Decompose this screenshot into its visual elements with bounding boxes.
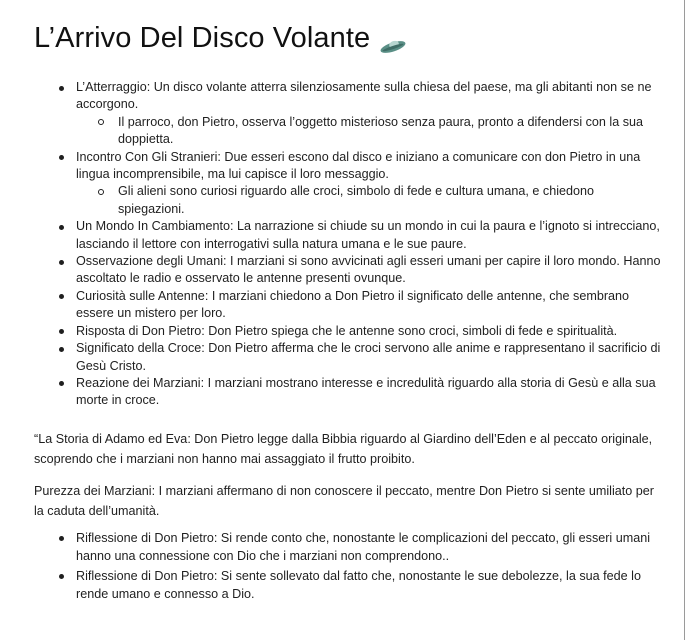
sub-list — [118, 183, 662, 218]
bullet-list-secondary — [76, 529, 662, 605]
list-item: Riflessione di Don Pietro: Si rende conto che, nonostante le complicazioni del peccato, gli esseri umani hanno una connessione con Dio che i marziani non comprendono.. — [76, 529, 662, 565]
paragraph-purezza: Purezza dei Marziani: I marziani affermano di non conoscere il peccato, mentre Don Pietro si sente umiliato per la caduta dell’umanità. — [34, 484, 654, 518]
list-item-text: L’Atterraggio: Un disco volante atterra silenziosamente sulla chiesa del paese, ma gli abitanti non se ne accorgono. — [76, 80, 652, 112]
flying-saucer-icon — [378, 30, 408, 48]
sub-list-item: Il parroco, don Pietro, osserva l’oggetto misterioso senza paura, pronto a difendersi con la sua doppietta. — [118, 114, 662, 149]
sub-list — [118, 114, 662, 149]
list-item — [76, 79, 662, 149]
list-item: Osservazione degli Umani: I marziani si sono avvicinati agli esseri umani per capire il loro mondo. Hanno ascoltato le radio e osservato le antenne presenti ovunque. — [76, 253, 662, 288]
document-title: L’Arrivo Del Disco Volante — [34, 22, 371, 54]
list-item: Curiosità sulle Antenne: I marziani chiedono a Don Pietro il significato delle antenne, che sembrano essere un mistero per loro. — [76, 288, 662, 323]
list-item-text: Incontro Con Gli Stranieri: Due esseri escono dal disco e iniziano a comunicare con don Pietro in una lingua incomprensibile, ma lui capisce il loro messaggio. — [76, 149, 641, 182]
list-item — [76, 149, 662, 219]
list-item: Un Mondo In Cambiamento: La narrazione si chiude su un mondo in cui la paura e l’ignoto si intrecciano, lasciando il lettore con interrogativi sulla natura umana e le sue paure. — [76, 218, 662, 253]
bullet-list-main — [76, 79, 662, 410]
sub-list-item: Gli alieni sono curiosi riguardo alle croci, simbolo di fede e cultura umana, e chiedono spiegazioni. — [118, 183, 662, 218]
list-item: Risposta di Don Pietro: Don Pietro spiega che le antenne sono croci, simboli di fede e spiritualità. — [76, 323, 662, 340]
list-item: Reazione dei Marziani: I marziani mostrano interesse e incredulità riguardo alla storia di Gesù e alla sua morte in croce. — [76, 375, 662, 410]
paragraph-adamo-eva: “La Storia di Adamo ed Eva: Don Pietro legge dalla Bibbia riguardo al Giardino dell’Eden e al peccato originale, scoprendo che i marziani non hanno mai assaggiato il frutto proibito. — [34, 432, 653, 466]
document-title-row — [34, 22, 408, 55]
list-item: Riflessione di Don Pietro: Si sente sollevato dal fatto che, nonostante le sue debolezze, la sua fede lo rende umano e connesso a Dio. — [76, 567, 662, 603]
list-item: Significato della Croce: Don Pietro afferma che le croci servono alle anime e rappresentano il sacrificio di Gesù Cristo. — [76, 340, 662, 375]
